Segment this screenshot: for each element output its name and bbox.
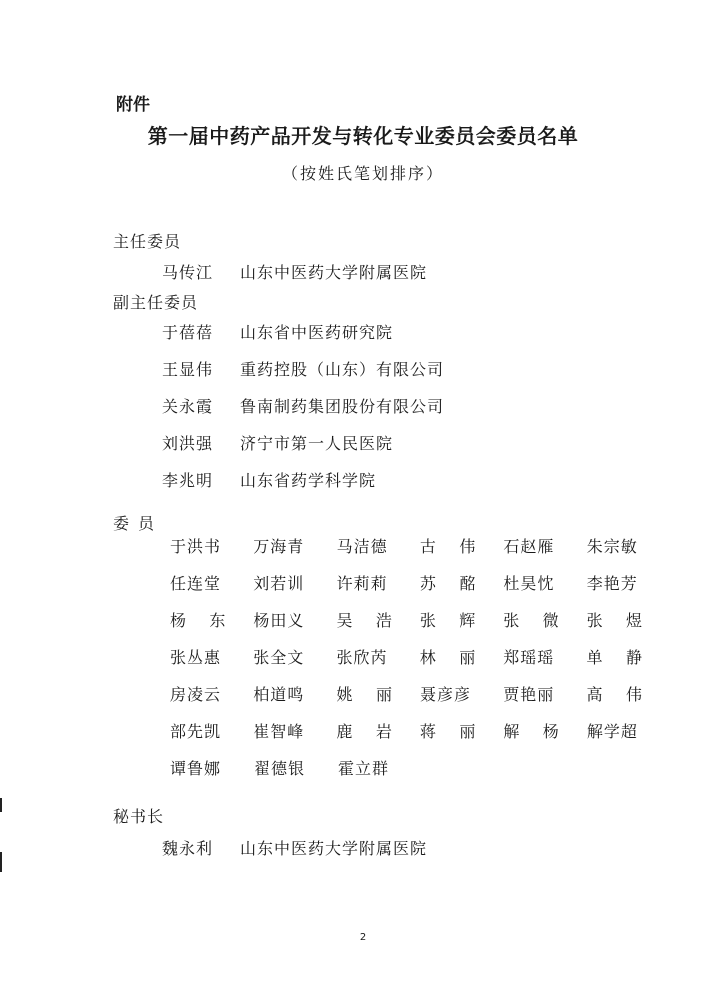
member-name: 任连堂 xyxy=(170,574,222,593)
member-name: 房凌云 xyxy=(170,685,222,704)
member-name: 鹿 岩 xyxy=(336,722,392,741)
document-subtitle: （按姓氏笔划排序） xyxy=(281,164,444,183)
members-row xyxy=(170,719,670,756)
member-name: 霍立群 xyxy=(338,759,390,778)
person-org: 山东省药学科学院 xyxy=(240,471,377,490)
vice-chair-row xyxy=(162,431,393,454)
person-org: 济宁市第一人民医院 xyxy=(240,434,394,453)
member-name: 吴 浩 xyxy=(336,611,392,630)
members-row xyxy=(170,534,670,571)
member-name: 蒋 丽 xyxy=(419,722,476,741)
secretary-heading: 秘书长 xyxy=(113,807,165,826)
member-name: 张 微 xyxy=(503,611,559,630)
member-name: 聂彦彦 xyxy=(420,685,472,704)
vice-chair-row xyxy=(162,394,444,417)
page-number: 2 xyxy=(359,932,367,943)
person-name: 魏永利 xyxy=(162,839,214,858)
vice-chair-heading: 副主任委员 xyxy=(113,293,199,312)
chair-row xyxy=(162,260,427,283)
members-heading xyxy=(113,511,155,534)
members-grid xyxy=(170,534,670,793)
vice-chair-row xyxy=(162,357,444,380)
member-name: 张欣芮 xyxy=(336,648,388,667)
members-heading-char: 员 xyxy=(137,514,155,533)
person-org: 重药控股（山东）有限公司 xyxy=(240,360,445,379)
member-name: 马洁德 xyxy=(336,537,388,556)
member-name: 张全文 xyxy=(253,648,305,667)
member-name: 部先凯 xyxy=(170,722,222,741)
member-name: 石赵雁 xyxy=(503,537,555,556)
member-name: 古 伟 xyxy=(419,537,476,556)
member-name: 单 静 xyxy=(586,648,642,667)
person-name: 马传江 xyxy=(162,263,214,282)
scan-edge-mark xyxy=(0,798,2,812)
scan-edge-mark xyxy=(0,852,2,872)
member-name: 苏 酩 xyxy=(419,574,476,593)
attachment-label: 附件 xyxy=(116,95,150,115)
person-org: 山东中医药大学附属医院 xyxy=(240,839,428,858)
member-name: 张 煜 xyxy=(586,611,643,630)
members-row xyxy=(170,571,670,608)
member-name: 李艳芳 xyxy=(586,574,638,593)
members-row xyxy=(170,645,670,682)
person-name: 关永霞 xyxy=(162,397,214,416)
member-name: 崔智峰 xyxy=(253,722,305,741)
member-name: 刘若训 xyxy=(253,574,305,593)
member-name: 朱宗敏 xyxy=(586,537,638,556)
member-name: 杨田义 xyxy=(253,611,305,630)
member-name: 高 伟 xyxy=(586,685,642,704)
member-name: 郑瑶瑶 xyxy=(503,648,555,667)
person-name: 王显伟 xyxy=(162,360,214,379)
member-name: 张丛惠 xyxy=(170,648,222,667)
members-heading-char: 委 xyxy=(113,514,131,533)
chair-heading: 主任委员 xyxy=(113,232,182,251)
member-name: 张 辉 xyxy=(419,611,476,630)
vice-chair-row xyxy=(162,320,393,343)
members-row xyxy=(170,608,670,645)
document-title: 第一届中药产品开发与转化专业委员会委员名单 xyxy=(147,124,579,148)
members-row xyxy=(170,756,670,793)
member-name: 杨 东 xyxy=(170,611,226,630)
member-name: 解 杨 xyxy=(503,722,559,741)
person-org: 山东省中医药研究院 xyxy=(240,323,394,342)
member-name: 林 丽 xyxy=(419,648,476,667)
member-name: 许莉莉 xyxy=(336,574,388,593)
person-name: 李兆明 xyxy=(162,471,214,490)
member-name: 贾艳丽 xyxy=(503,685,555,704)
members-row xyxy=(170,682,670,719)
person-org: 山东中医药大学附属医院 xyxy=(240,263,428,282)
member-name: 杜昊忱 xyxy=(503,574,555,593)
person-org: 鲁南制药集团股份有限公司 xyxy=(240,397,445,416)
person-name: 于蓓蓓 xyxy=(162,323,214,342)
member-name: 姚 丽 xyxy=(336,685,392,704)
member-name: 翟德银 xyxy=(254,759,306,778)
vice-chair-row xyxy=(162,468,376,491)
member-name: 谭鲁娜 xyxy=(170,759,222,778)
secretary-row xyxy=(162,836,427,859)
person-name: 刘洪强 xyxy=(162,434,214,453)
member-name: 解学超 xyxy=(586,722,638,741)
member-name: 万海青 xyxy=(253,537,305,556)
member-name: 于洪书 xyxy=(170,537,222,556)
member-name: 柏道鸣 xyxy=(253,685,305,704)
